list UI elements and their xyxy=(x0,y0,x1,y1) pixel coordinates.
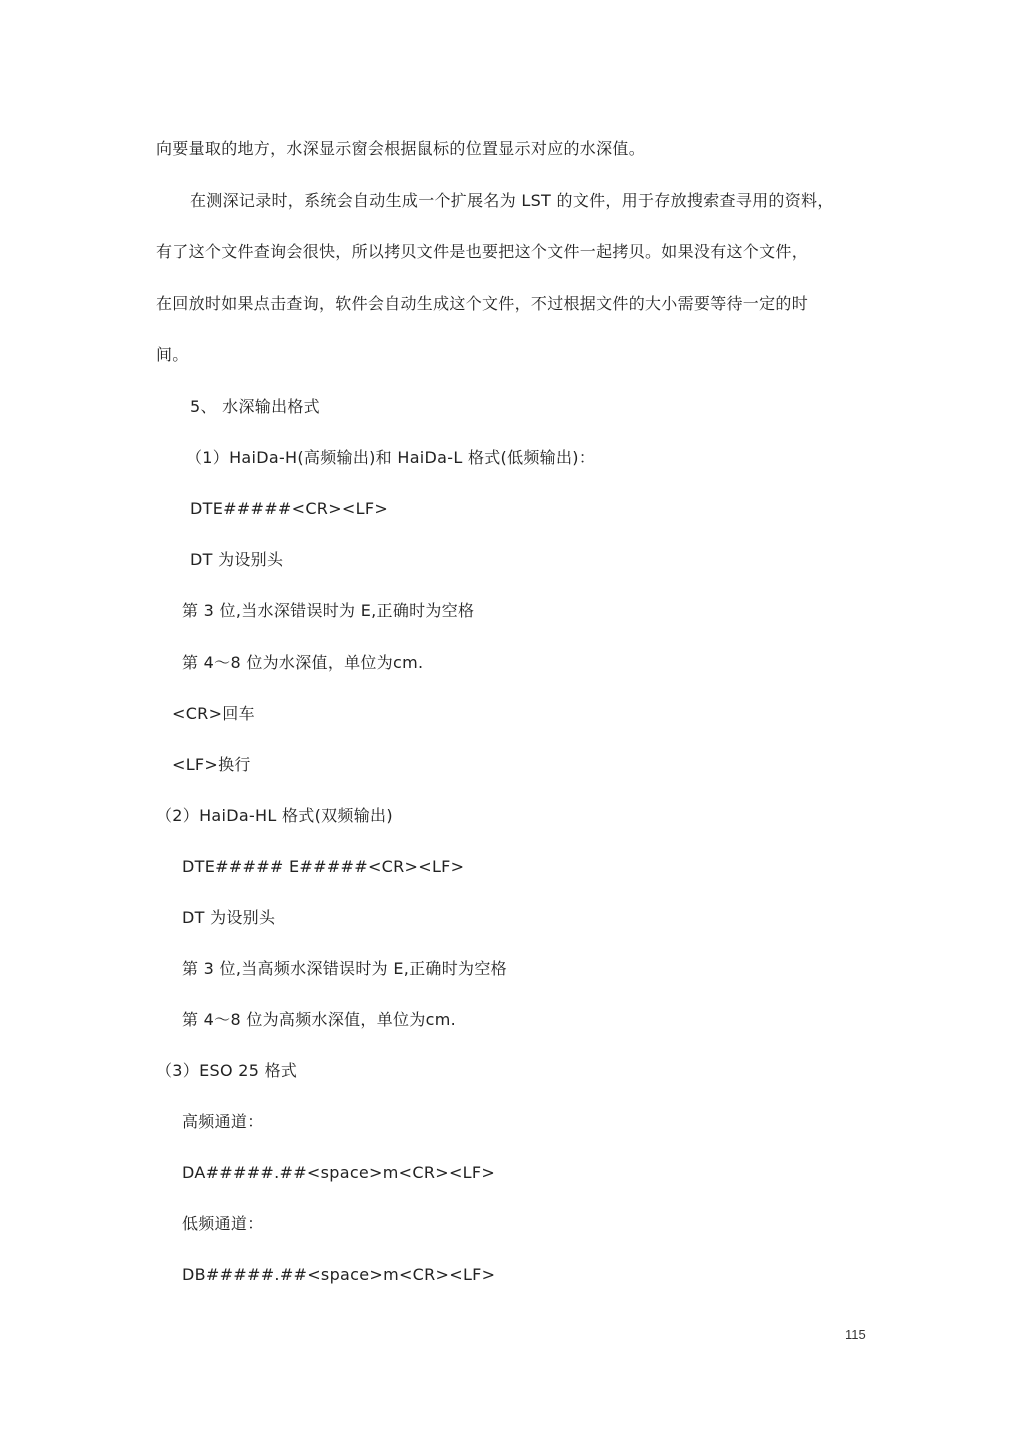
format-code: DTE#####<CR><LF> xyxy=(190,499,389,518)
format-description: DT 为设别头 xyxy=(182,908,276,927)
page-number: 115 xyxy=(845,1327,866,1342)
paragraph-line: 向要量取的地方，水深显示窗会根据鼠标的位置显示对应的水深值。 xyxy=(156,139,646,158)
section-heading: 5、 水深输出格式 xyxy=(190,397,320,416)
format-title: （3）ESO 25 格式 xyxy=(156,1061,298,1080)
format-description: <LF>换行 xyxy=(172,755,251,774)
format-title: （1）HaiDa-H(高频输出)和 HaiDa-L 格式(低频输出)： xyxy=(186,448,596,467)
format-code: DB#####.##<space>m<CR><LF> xyxy=(182,1265,496,1284)
format-description: 高频通道： xyxy=(182,1112,264,1131)
format-code: DA#####.##<space>m<CR><LF> xyxy=(182,1163,496,1182)
paragraph-line: 在回放时如果点击查询，软件会自动生成这个文件，不过根据文件的大小需要等待一定的时 xyxy=(156,294,809,313)
paragraph-line: 间。 xyxy=(156,345,189,364)
paragraph-line: 有了这个文件查询会很快，所以拷贝文件是也要把这个文件一起拷贝。如果没有这个文件， xyxy=(156,242,809,261)
format-description: 第 4～8 位为高频水深值，单位为cm. xyxy=(182,1010,457,1029)
format-title: （2）HaiDa-HL 格式(双频输出) xyxy=(156,806,393,825)
format-description: 低频通道： xyxy=(182,1214,264,1233)
format-description: 第 3 位,当水深错误时为 E,正确时为空格 xyxy=(182,601,475,620)
paragraph-line: 在测深记录时，系统会自动生成一个扩展名为 LST 的文件，用于存放搜索查寻用的资料， xyxy=(190,191,834,210)
format-description: <CR>回车 xyxy=(172,704,255,723)
format-description: 第 4～8 位为水深值，单位为cm. xyxy=(182,653,424,672)
format-description: 第 3 位,当高频水深错误时为 E,正确时为空格 xyxy=(182,959,507,978)
format-description: DT 为设别头 xyxy=(190,550,284,569)
format-code: DTE##### E#####<CR><LF> xyxy=(182,857,465,876)
